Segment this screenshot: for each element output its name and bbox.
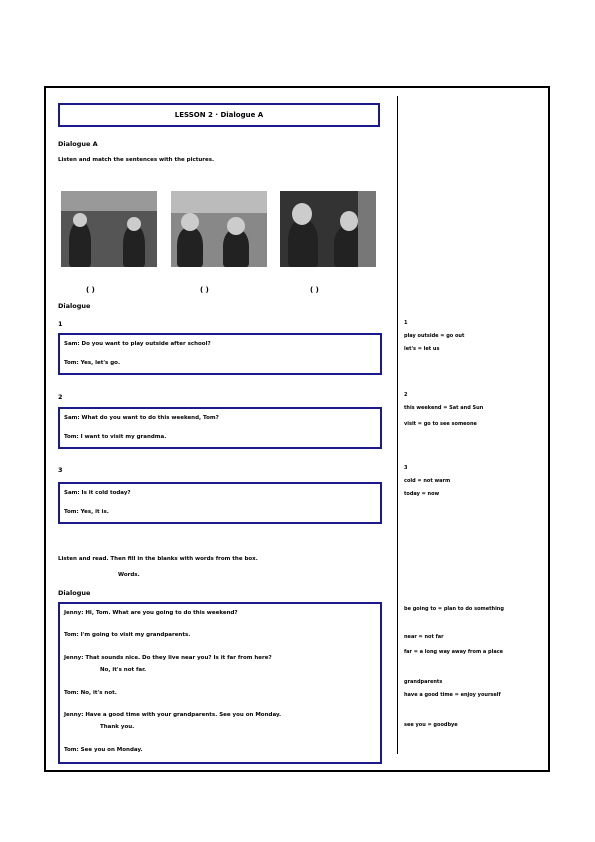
item-number: 1: [58, 320, 63, 328]
note-line: today = now: [404, 491, 440, 497]
note-line: be going to = plan to do something: [404, 606, 504, 612]
dialogue-box-1: [58, 333, 382, 375]
note-line: play outside = go out: [404, 333, 465, 339]
speaker: Jenny:: [64, 655, 84, 661]
speaker: Jenny:: [64, 610, 84, 616]
picture-3: [280, 191, 376, 267]
dialogue-label: Dialogue: [58, 302, 91, 310]
picture-1: [61, 191, 157, 267]
line-text-cont: No, it's not far.: [100, 667, 147, 673]
note-number: 3: [404, 465, 408, 471]
note-line: grandparents: [404, 679, 443, 685]
answer-blank-3[interactable]: ( ): [310, 286, 319, 294]
section2-instruction: Listen and read. Then fill in the blanks with words from the box.: [58, 556, 258, 562]
section1-instruction: Listen and match the sentences with the pictures.: [58, 157, 215, 163]
section2-instruction-cont: Words.: [118, 572, 140, 578]
speaker: Tom:: [64, 632, 79, 638]
dialogue-box-3: [58, 482, 382, 524]
note-number: 1: [404, 320, 408, 326]
dialogue-line: Sam: What do you want to do this weekend, Tom?: [64, 415, 219, 421]
dialogue-line: Tom: Yes, let's go.: [64, 360, 121, 366]
line-text: I'm going to visit my grandparents.: [80, 632, 191, 638]
line-text: That sounds nice. Do they live near you? Is it far from here?: [85, 655, 272, 661]
dialogue-line: Sam: Do you want to play outside after school?: [64, 341, 211, 347]
dialogue-box-2: [58, 407, 382, 449]
dialogue-line: Sam: Is it cold today?: [64, 490, 131, 496]
note-line: see you = goodbye: [404, 722, 458, 728]
line-text: Have a good time with your grandparents. See you on Monday.: [85, 712, 282, 718]
item-number: 2: [58, 393, 63, 401]
note-line: cold = not warm: [404, 478, 451, 484]
line-text: No, it's not.: [80, 690, 117, 696]
section1-heading: Dialogue A: [58, 140, 98, 148]
column-divider: [397, 96, 398, 754]
note-line: have a good time = enjoy yourself: [404, 692, 501, 698]
dialogue-line: Tom: Yes, it is.: [64, 509, 109, 515]
note-line: let's = let us: [404, 346, 440, 352]
item-number: 3: [58, 466, 63, 474]
dialogue-label: Dialogue: [58, 589, 91, 597]
note-number: 2: [404, 392, 408, 398]
note-line: this weekend = Sat and Sun: [404, 405, 484, 411]
speaker: Tom:: [64, 690, 79, 696]
dialogue-line: Tom: I want to visit my grandma.: [64, 434, 167, 440]
answer-blank-2[interactable]: ( ): [200, 286, 209, 294]
dialogue-box-long: [58, 602, 382, 764]
note-line: near = not far: [404, 634, 444, 640]
note-line: visit = go to see someone: [404, 421, 477, 427]
line-text: Hi, Tom. What are you going to do this weekend?: [85, 610, 238, 616]
speaker: Jenny:: [64, 712, 84, 718]
lesson-title: LESSON 2 · Dialogue A: [58, 103, 380, 127]
note-line: far = a long way away from a place: [404, 649, 504, 655]
line-text: See you on Monday.: [80, 747, 143, 753]
answer-blank-1[interactable]: ( ): [86, 286, 95, 294]
picture-2: [171, 191, 267, 267]
line-text-cont: Thank you.: [100, 724, 135, 730]
speaker: Tom:: [64, 747, 79, 753]
